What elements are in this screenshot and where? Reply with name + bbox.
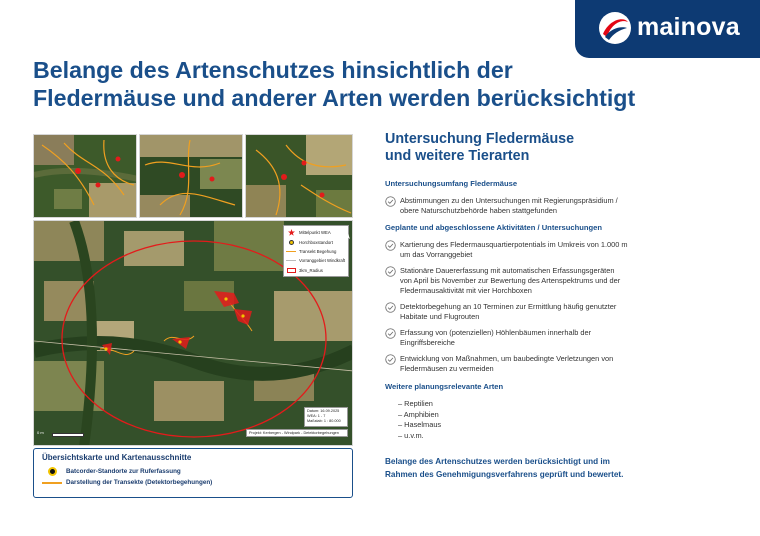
check-circle-icon	[385, 328, 396, 339]
check-list-item	[385, 328, 685, 348]
batcorder-dot-icon	[48, 467, 57, 476]
section-title-line-1: Untersuchung Fledermäuse	[385, 131, 575, 147]
section-title-line-2: und weitere Tierarten	[385, 148, 530, 164]
item-text-line: obere Naturschutzbehörde haben stattgefunden	[400, 206, 557, 215]
check-circle-icon	[385, 266, 396, 277]
map-metadata	[304, 407, 348, 427]
red-ring-icon	[286, 267, 296, 273]
legend-card-row	[42, 466, 344, 477]
conclusion-line: Rahmen des Genehmigungsverfahrens geprüft und bewertet.	[385, 469, 624, 479]
map-legend	[283, 225, 349, 277]
subheading-activities: Geplante und abgeschlossene Aktivitäten / Untersuchungen	[385, 223, 603, 232]
subheading-other-species: Weitere planungsrelevante Arten	[385, 382, 504, 391]
item-text-line: Abstimmungen zu den Untersuchungen mit Regierungspräsidium /	[400, 196, 618, 205]
title-line-1: Belange des Artenschutzes hinsichtlich der	[33, 57, 513, 83]
map-legend-row	[286, 256, 346, 265]
map-legend-label: 3km_Radius	[299, 267, 323, 273]
legend-card-row	[42, 477, 344, 488]
item-text-line: Detektorbegehung an 10 Terminen zur Ermittlung häufig genutzter	[400, 302, 617, 311]
item-text-line: Kartierung des Fledermausquartierpotentials im Umkreis von 1.000 m	[400, 240, 628, 249]
scale-bar	[52, 433, 84, 437]
map-detail-thumbnail-2[interactable]	[139, 134, 243, 218]
check-list-item	[385, 196, 685, 216]
map-wea: WEA: 1 - 7	[307, 414, 326, 419]
yellow-dot-icon	[286, 239, 296, 245]
item-text-line: Fledermausaktivität mit vier Horchboxen	[400, 286, 532, 295]
legend-card-title: Übersichtskarte und Kartenausschnitte	[42, 453, 192, 462]
species-item: – Haselmaus	[398, 420, 442, 429]
species-item: – Amphibien	[398, 409, 439, 419]
check-list-item	[385, 240, 685, 260]
check-list-item	[385, 354, 685, 374]
content-column	[385, 131, 685, 481]
north-arrow-icon	[341, 227, 350, 239]
white-line-icon	[286, 258, 296, 264]
map-legend-row	[286, 237, 346, 246]
item-text-line: Eingriffsbereiche	[400, 338, 455, 347]
species-list	[398, 399, 685, 441]
logo-wordmark: mainova	[637, 13, 740, 41]
map-legend-label: Vorranggebiet Windkraft	[299, 258, 346, 264]
check-list-item	[385, 302, 685, 322]
item-text-line: Fledermäusen zu vermeiden	[400, 364, 494, 373]
map-detail-thumbnail-1[interactable]	[33, 134, 137, 218]
map-scale-text: Maßstab: 1 : 80.000	[307, 419, 341, 424]
map-project: Projekt: Kerbergen - Windpark - Detektorbegehungen	[246, 429, 348, 438]
mainova-swoosh-icon	[597, 10, 633, 46]
scale-label: 0 m	[37, 430, 44, 435]
check-circle-icon	[385, 354, 396, 365]
legend-card-label: Darstellung der Transekte (Detektorbegehungen)	[66, 479, 213, 486]
legend-card	[33, 448, 353, 498]
check-circle-icon	[385, 240, 396, 251]
check-circle-icon	[385, 196, 396, 207]
item-text-line: von April bis November zur Bewertung des Artenspektrums und der	[400, 276, 621, 285]
map-detail-thumbnail-3[interactable]	[245, 134, 353, 218]
subheading-scope: Untersuchungsumfang Fledermäuse	[385, 179, 518, 188]
map-panel	[33, 134, 353, 498]
item-text-line: Entwicklung von Maßnahmen, um baubedingte Verletzungen von	[400, 354, 614, 363]
check-circle-icon	[385, 302, 396, 313]
title-line-2: Fledermäuse und anderer Arten werden berücksichtigt	[33, 85, 636, 111]
species-item: – Reptilien	[398, 399, 433, 408]
map-legend-label: Horchboxstandort	[299, 239, 333, 245]
mainova-logo	[575, 0, 760, 58]
item-text-line: Habitate und Flugrouten	[400, 312, 480, 321]
overview-map[interactable]	[33, 220, 353, 446]
item-text-line: Stationäre Dauererfassung mit automatischen Erfassungsgeräten	[400, 266, 615, 275]
legend-card-label: Batcorder-Standorte zur Ruferfassung	[66, 468, 181, 475]
map-legend-row	[286, 247, 346, 256]
conclusion-statement	[385, 456, 685, 481]
transect-line-icon	[42, 482, 62, 484]
check-list-item	[385, 266, 685, 296]
section-title	[385, 131, 685, 165]
map-legend-label: Transekt Begehung	[299, 248, 337, 254]
map-info-block	[246, 407, 348, 437]
orange-line-icon	[286, 248, 296, 254]
red-star-icon	[286, 230, 296, 236]
item-text-line: um das Vorranggebiet	[400, 250, 473, 259]
conclusion-line: Belange des Artenschutzes werden berücksichtigt und im	[385, 457, 610, 466]
map-legend-label: Mittelpunkt WEA	[299, 230, 331, 236]
page-title	[33, 56, 673, 112]
species-item: – u.v.m.	[398, 430, 424, 440]
map-date: Datum: 16.09.2025	[307, 409, 340, 413]
item-text-line: Erfassung von (potenziellen) Höhlenbäumen innerhalb der	[400, 328, 592, 337]
map-legend-row	[286, 266, 346, 275]
map-legend-row	[286, 228, 346, 237]
